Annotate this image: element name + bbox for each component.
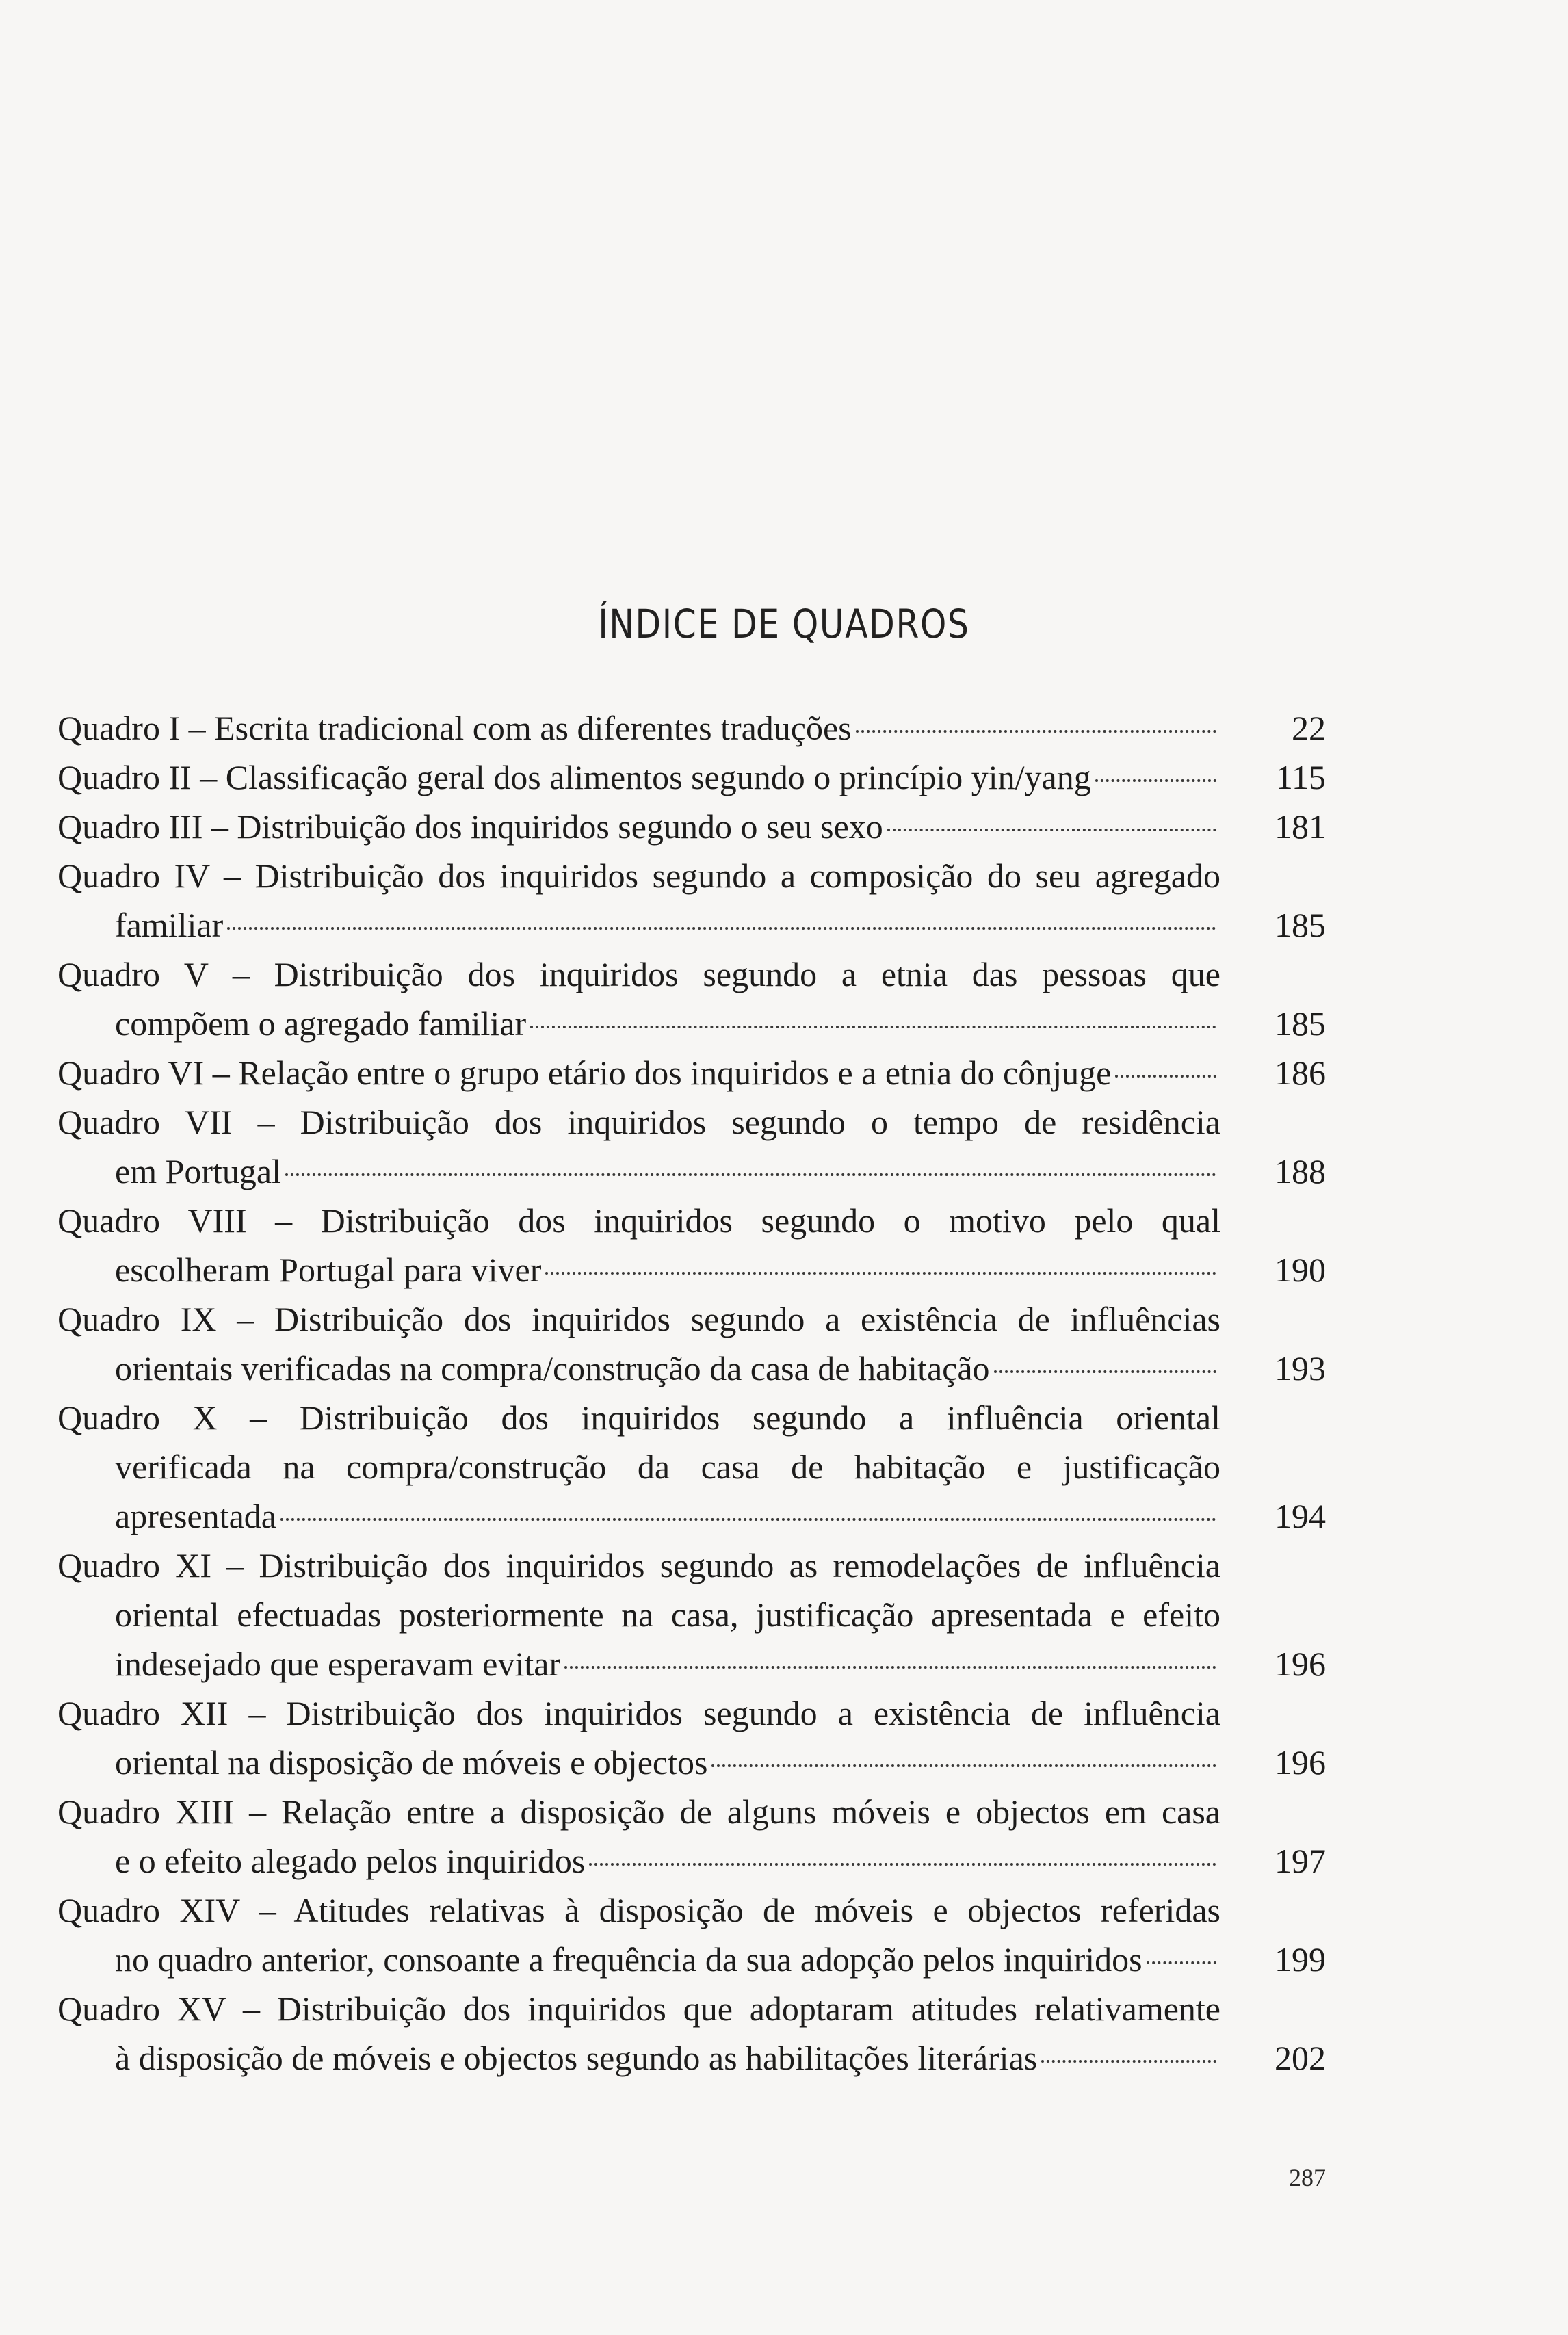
toc-entry (57, 1196, 1326, 1294)
toc-entry-text: Quadro IV – Distribuição dos inquiridos segundo a composição do seu agregado (57, 857, 1220, 895)
toc-entry-last-line (57, 1245, 1326, 1294)
toc-entry (57, 703, 1326, 753)
toc-entry-text: Quadro XI – Distribuição dos inquiridos segundo as remodelações de influência (57, 1546, 1220, 1584)
toc-page-number: 185 (1275, 1004, 1326, 1043)
dot-leader (1147, 1961, 1216, 1964)
toc-entry-last-line (57, 1147, 1326, 1196)
toc-entry (57, 802, 1326, 851)
toc-entry-text: Quadro IX – Distribuição dos inquiridos segundo a existência de influências (57, 1300, 1220, 1338)
toc-entry-last-line (57, 1344, 1326, 1393)
toc-entry-text: e o efeito alegado pelos inquiridos (115, 1842, 586, 1880)
toc-entry-last-line (57, 1738, 1326, 1787)
toc-entry-last-line (57, 703, 1326, 753)
toc-entry-text: Quadro X – Distribuição dos inquiridos segundo a influência oriental (57, 1398, 1220, 1437)
toc-page-number: 22 (1292, 709, 1326, 747)
toc-entry-line (57, 1393, 1326, 1442)
dot-leader (856, 730, 1216, 733)
toc-entry-text: Quadro XIV – Atitudes relativas à disposição de móveis e objectos referidas (57, 1891, 1220, 1929)
toc-page-number: 186 (1275, 1054, 1326, 1092)
dot-leader (1041, 2060, 1216, 2063)
toc-entry (57, 1294, 1326, 1393)
toc-entry-text: Quadro XV – Distribuição dos inquiridos que adoptaram atitudes relativamente (57, 1990, 1220, 2028)
toc-entry (57, 1787, 1326, 1886)
toc-entry-text: Quadro II – Classificação geral dos alimentos segundo o princípio yin/yang (57, 758, 1091, 796)
toc-entry-text: oriental efectuadas posteriormente na casa, justificação apresentada e efeito (115, 1595, 1220, 1634)
toc-page-number: 202 (1275, 2039, 1326, 2077)
toc-entry-line (57, 1886, 1326, 1935)
toc-page-number: 193 (1275, 1349, 1326, 1387)
toc-entry-text: Quadro I – Escrita tradicional com as diferentes traduções (57, 709, 852, 747)
toc-entry-line (57, 1196, 1326, 1245)
toc-page-number: 115 (1275, 758, 1326, 796)
toc-entry (57, 1886, 1326, 1984)
toc-entry-text: à disposição de móveis e objectos segundo as habilitações literárias (115, 2039, 1038, 2077)
toc-entry-last-line (57, 999, 1326, 1048)
toc-entry-last-line (57, 2033, 1326, 2083)
toc-entry (57, 1688, 1326, 1787)
toc-entry-line (57, 1787, 1326, 1836)
toc-page-number: 194 (1275, 1497, 1326, 1535)
dot-leader (1095, 779, 1216, 782)
toc-entry-line (57, 1294, 1326, 1344)
toc-entry-line (57, 950, 1326, 999)
dot-leader (994, 1370, 1216, 1373)
toc-entry-last-line (57, 1639, 1326, 1688)
dot-leader (227, 927, 1216, 930)
dot-leader (564, 1666, 1216, 1669)
toc-entry-text: Quadro VIII – Distribuição dos inquiridos segundo o motivo pelo qual (57, 1201, 1220, 1240)
toc-entry (57, 950, 1326, 1048)
toc-entry-last-line (57, 1491, 1326, 1541)
toc-page-number: 196 (1275, 1645, 1326, 1683)
toc-entry (57, 1048, 1326, 1097)
toc-entry-text: apresentada (115, 1497, 276, 1535)
toc-entry-text: orientais verificadas na compra/construção da casa de habitação (115, 1349, 990, 1387)
toc-entry-text: familiar (115, 906, 224, 944)
toc-entry-text: verificada na compra/construção da casa de habitação e justificação (115, 1448, 1220, 1486)
toc-page-number: 190 (1275, 1251, 1326, 1289)
toc-entry-text: indesejado que esperavam evitar (115, 1645, 561, 1683)
dot-leader (589, 1863, 1216, 1866)
dot-leader (711, 1764, 1216, 1767)
dot-leader (280, 1518, 1216, 1521)
toc-entry-text: Quadro VI – Relação entre o grupo etário dos inquiridos e a etnia do cônjuge (57, 1054, 1112, 1092)
toc-entry-line (57, 1541, 1326, 1590)
dot-leader (887, 829, 1216, 831)
toc-entry-line (57, 851, 1326, 900)
toc-entry-last-line (57, 1836, 1326, 1886)
toc-entry-text: Quadro V – Distribuição dos inquiridos segundo a etnia das pessoas que (57, 955, 1220, 993)
toc-entry-text: compõem o agregado familiar (115, 1004, 527, 1043)
toc-entry (57, 1541, 1326, 1688)
toc-entry-line (57, 1097, 1326, 1147)
page-title: ÍNDICE DE QUADROS (598, 601, 970, 647)
toc-page-number: 199 (1275, 1940, 1326, 1979)
table-of-figures-list (57, 703, 1326, 2083)
toc-entry (57, 1984, 1326, 2083)
toc-page-number: 188 (1275, 1152, 1326, 1190)
toc-entry (57, 1097, 1326, 1196)
toc-entry-last-line (57, 1935, 1326, 1984)
toc-entry-line (57, 1984, 1326, 2033)
page-number: 287 (1289, 2164, 1326, 2191)
toc-entry-last-line (57, 753, 1326, 802)
toc-entry-last-line (57, 802, 1326, 851)
toc-entry-text: no quadro anterior, consoante a frequência da sua adopção pelos inquiridos (115, 1940, 1142, 1979)
toc-entry (57, 851, 1326, 950)
toc-entry (57, 753, 1326, 802)
toc-entry-line (57, 1688, 1326, 1738)
dot-leader (545, 1272, 1216, 1275)
toc-entry-text: Quadro XII – Distribuição dos inquiridos segundo a existência de influência (57, 1694, 1220, 1732)
dot-leader (1115, 1075, 1216, 1078)
toc-entry-last-line (57, 900, 1326, 950)
toc-page-number: 181 (1275, 807, 1326, 846)
toc-entry-line (57, 1590, 1326, 1639)
toc-page-number: 197 (1275, 1842, 1326, 1880)
dot-leader (530, 1026, 1216, 1028)
toc-entry-text: escolheram Portugal para viver (115, 1251, 542, 1289)
toc-entry-text: Quadro VII – Distribuição dos inquiridos segundo o tempo de residência (57, 1103, 1220, 1141)
toc-entry-text: oriental na disposição de móveis e objectos (115, 1743, 708, 1782)
dot-leader (285, 1173, 1216, 1176)
toc-entry (57, 1393, 1326, 1541)
toc-page-number: 196 (1275, 1743, 1326, 1782)
toc-entry-text: em Portugal (115, 1152, 282, 1190)
toc-page-number: 185 (1275, 906, 1326, 944)
toc-entry-text: Quadro III – Distribuição dos inquiridos segundo o seu sexo (57, 807, 883, 846)
toc-entry-text: Quadro XIII – Relação entre a disposição de alguns móveis e objectos em casa (57, 1792, 1220, 1831)
toc-entry-last-line (57, 1048, 1326, 1097)
toc-entry-line (57, 1442, 1326, 1491)
